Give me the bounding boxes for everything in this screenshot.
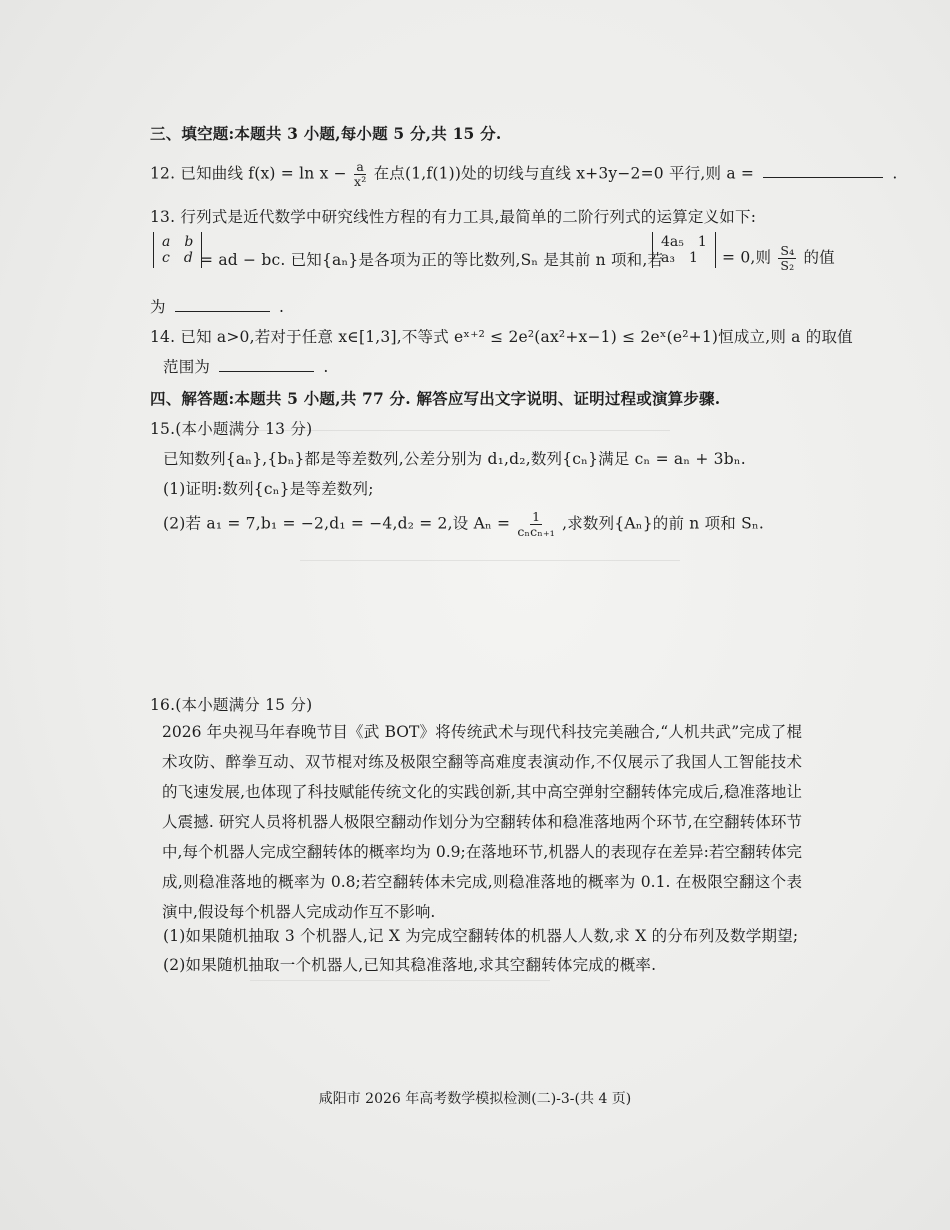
q15-part2-pre: (2)若 a₁ = 7,b₁ = −2,d₁ = −4,d₂ = 2,设 Aₙ = — [163, 514, 511, 533]
det1-d: d — [183, 250, 193, 266]
q12-prefix: 12. 已知曲线 f(x) = ln x − — [150, 164, 347, 183]
q16-paragraph — [162, 717, 802, 927]
q13-determinant-definition — [153, 232, 202, 268]
det2-one-bottom: 1 — [688, 250, 698, 266]
q13-line3-post: . — [278, 298, 285, 316]
bleed-through-mark — [300, 560, 680, 562]
det1-a: a — [162, 234, 171, 250]
q13-tail-post: 的值 — [803, 248, 835, 267]
q12-answer-blank — [763, 163, 883, 178]
q16-paragraph-text: 2026 年央视马年春晚节目《武 BOT》将传统武术与现代科技完美融合,“人机共武”完成了棍术攻防、醉拳互动、双节棍对练及极限空翻等高难度表演动作,不仅展示了我国人工智能技术的飞速发展,也体现了科技赋能传统文化的实践创新,其中高空弹射空翻转体完成后,稳准落地让人震撼. 研究人员将机器人极限空翻动作划分为空翻转体和稳准落地两个环节,在空翻转体环节中,每个机器人完成空翻转体的概率均为 0.9;在落地环节,机器人的表现存在差异:若空翻转体完成,则稳准落地的概率为 0.8;若空翻转体未完成,则稳准落地的概率为 0.1. 在极限空翻这个表演中,假设每个机器人完成动作互不影响. — [162, 723, 802, 921]
q16-header: 16.(本小题满分 15 分) — [150, 696, 313, 714]
q13-frac-num: S₄ — [780, 243, 795, 258]
q16-part-2: (2)如果随机抽取一个机器人,已知其稳准落地,求其空翻转体完成的概率. — [163, 956, 657, 974]
det1-b: b — [184, 234, 194, 250]
q15-frac-num: 1 — [532, 509, 541, 524]
page-footer: 咸阳市 2026 年高考数学模拟检测(二)-3-(共 4 页) — [318, 1091, 632, 1107]
det2-4a5: 4a₅ — [661, 234, 684, 250]
q13-frac-den: S₂ — [780, 257, 795, 273]
q12-end: . — [892, 164, 898, 183]
q14-line-1: 14. 已知 a>0,若对于任意 x∈[1,3],不等式 eˣ⁺² ≤ 2e²(ax²+x−1) ≤ 2eˣ(e²+1)恒成立,则 a 的取值 — [150, 328, 853, 346]
det2-a3: a₃ — [661, 250, 675, 266]
q13-middle-text: = ad − bc. 已知{aₙ}是各项为正的等比数列,Sₙ 是其前 n 项和,若 — [200, 251, 664, 269]
q14-line2-post: . — [323, 358, 329, 376]
q15-part2-post: ,求数列{Aₙ}的前 n 项和 Sₙ. — [562, 514, 764, 533]
q14-line2-pre: 范围为 — [163, 358, 211, 376]
q13-line3-pre: 为 — [150, 298, 166, 316]
q15-frac-den: cₙcₙ₊₁ — [517, 523, 555, 539]
det1-c: c — [162, 250, 170, 266]
q13-answer-blank — [175, 297, 270, 312]
q12-fraction — [354, 160, 366, 189]
question-12 — [150, 160, 898, 189]
q13-determinant-condition — [652, 232, 716, 268]
q15-part-1: (1)证明:数列{cₙ}是等差数列; — [163, 480, 374, 498]
section-three-title: 三、填空题:本题共 3 小题,每小题 5 分,共 15 分. — [150, 124, 502, 143]
q15-fraction — [517, 510, 555, 539]
q12-frac-den: x² — [353, 173, 367, 189]
q13-tail-pre: = 0,则 — [722, 248, 772, 267]
q13-tail — [722, 244, 835, 273]
bleed-through-mark — [250, 980, 550, 982]
q13-fraction — [778, 244, 796, 273]
q14-line-2 — [163, 355, 329, 377]
bleed-through-mark — [250, 430, 670, 432]
q13-line-1: 13. 行列式是近代数学中研究线性方程的有力工具,最简单的二阶行列式的运算定义如下: — [150, 208, 757, 226]
q12-frac-num: a — [356, 159, 365, 174]
q14-answer-blank — [219, 357, 314, 372]
q13-line-3 — [150, 295, 284, 317]
q15-header: 15.(本小题满分 13 分) — [150, 420, 313, 438]
det2-one-top: 1 — [697, 234, 707, 250]
q12-suffix: 在点(1,f(1))处的切线与直线 x+3y−2=0 平行,则 a = — [373, 164, 755, 183]
q15-stem: 已知数列{aₙ},{bₙ}都是等差数列,公差分别为 d₁,d₂,数列{cₙ}满足 cₙ = aₙ + 3bₙ. — [163, 450, 746, 468]
q16-part-1: (1)如果随机抽取 3 个机器人,记 X 为完成空翻转体的机器人人数,求 X 的分布列及数学期望; — [163, 927, 799, 945]
q15-part-2 — [163, 510, 764, 539]
section-four-title: 四、解答题:本题共 5 小题,共 77 分. 解答应写出文字说明、证明过程或演算步骤. — [150, 389, 721, 408]
